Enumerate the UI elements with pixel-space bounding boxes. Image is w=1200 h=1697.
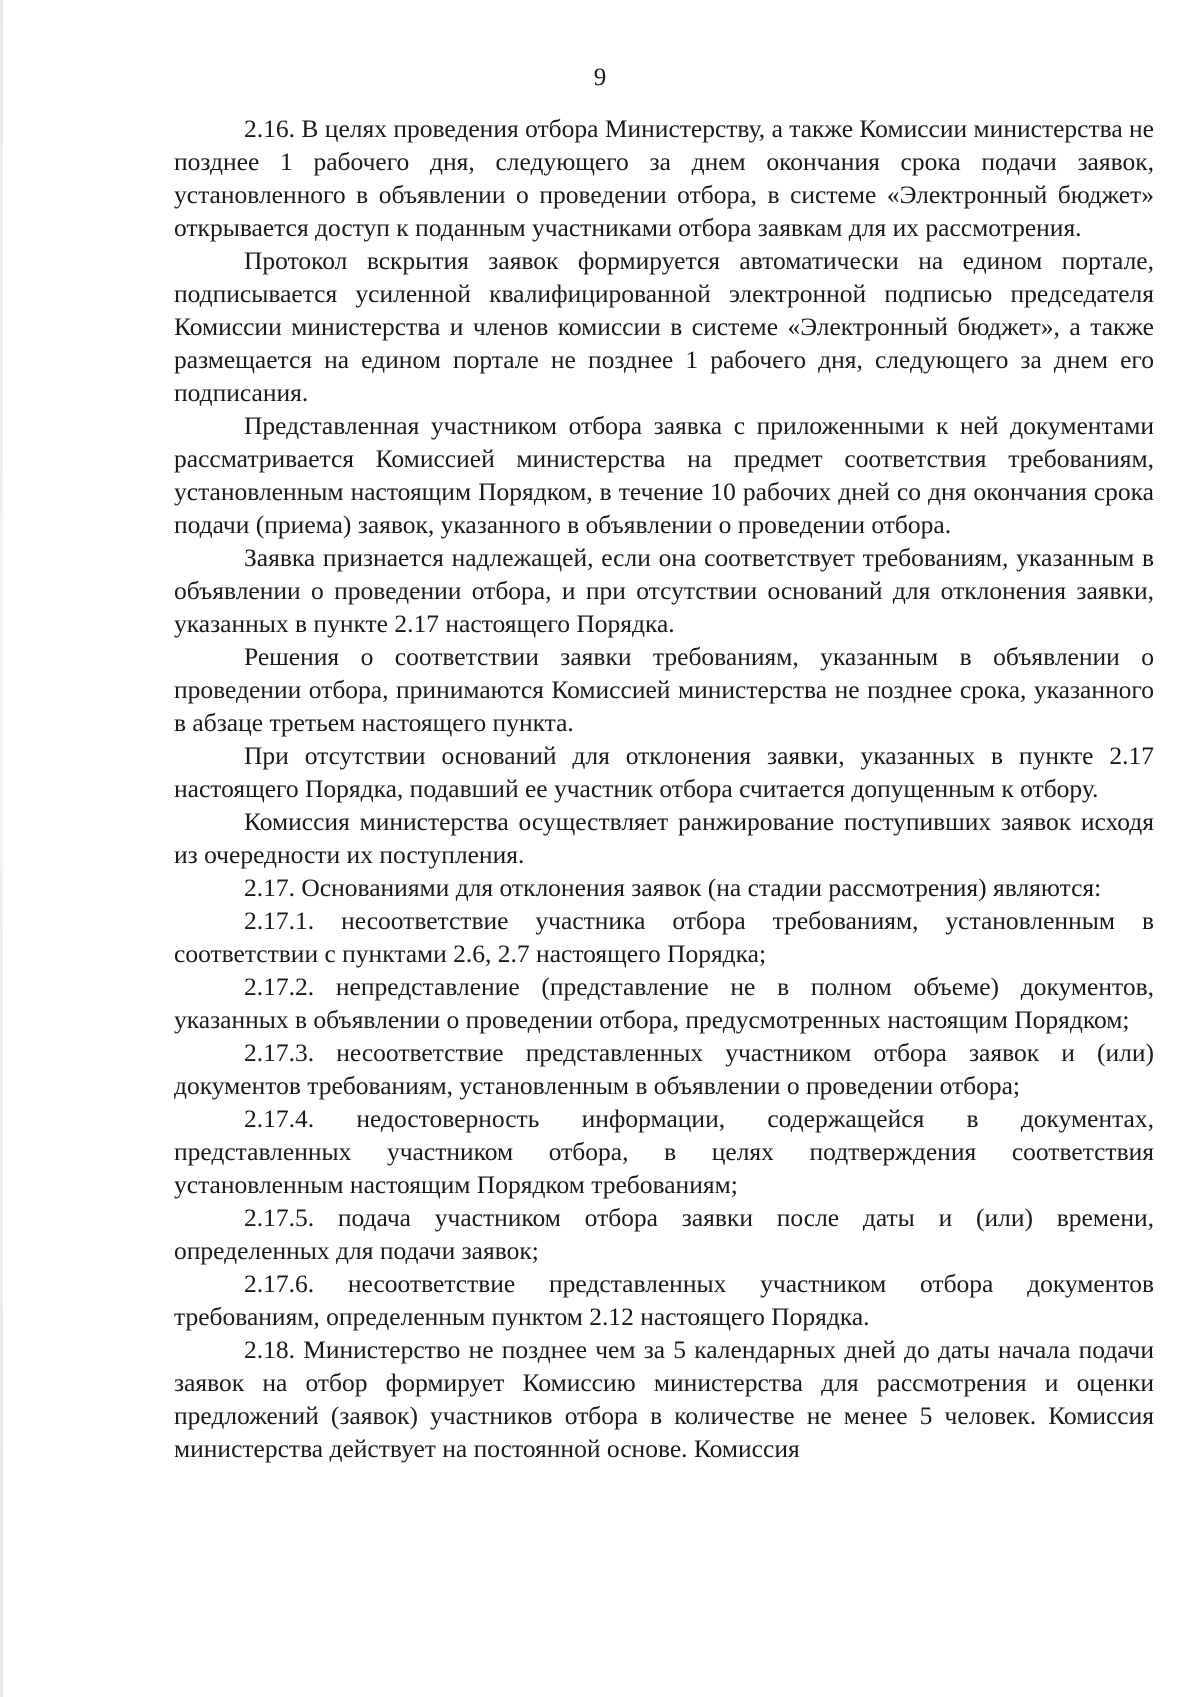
paragraph-review: Представленная участником отбора заявка с приложенными к ней документами рассматривается Комиссией министерства на предмет соответствия требованиям, установленным настоящим Порядком, в течение 10 рабочих дней со дня окончания срока подачи (приема) заявок, указанного в объявлении о проведении отбора.: [174, 411, 1154, 539]
paragraph-2-17-6: 2.17.6. несоответствие представленных участником отбора документов требованиям, определенным пунктом 2.12 настоящего Порядка.: [174, 1269, 1154, 1331]
paragraph-proper-application: Заявка признается надлежащей, если она соответствует требованиям, указанным в объявлении о проведении отбора, и при отсутствии оснований для отклонения заявки, указанных в пункте 2.17 настоящего Порядка.: [174, 543, 1154, 638]
paragraph-admission: При отсутствии оснований для отклонения заявки, указанных в пункте 2.17 настоящего Порядка, подавший ее участник отбора считается допущенным к отбору.: [174, 741, 1154, 803]
document-body: [174, 112, 1154, 1465]
paragraph-2-16: 2.16. В целях проведения отбора Министерству, а также Комиссии министерства не позднее 1 рабочего дня, следующего за днем окончания срока подачи заявок, установленного в объявлении о проведении отбора, в системе «Электронный бюджет» открывается доступ к поданным участниками отбора заявкам для их рассмотрения.: [174, 114, 1154, 242]
page-number: 9: [593, 64, 607, 91]
scan-edge: [0, 0, 3, 1697]
paragraph-2-18: 2.18. Министерство не позднее чем за 5 календарных дней до даты начала подачи заявок на отбор формирует Комиссию министерства для рассмотрения и оценки предложений (заявок) участников отбора в количестве не менее 5 человек. Комиссия министерства действует на постоянной основе. Комиссия: [174, 1335, 1154, 1463]
paragraph-2-17-5: 2.17.5. подача участником отбора заявки после даты и (или) времени, определенных для подачи заявок;: [174, 1203, 1154, 1265]
paragraph-decisions: Решения о соответствии заявки требованиям, указанным в объявлении о проведении отбора, принимаются Комиссией министерства не позднее срока, указанного в абзаце третьем настоящего пункта.: [174, 642, 1154, 737]
paragraph-2-17-4: 2.17.4. недостоверность информации, содержащейся в документах, представленных участником отбора, в целях подтверждения соответствия установленным настоящим Порядком требованиям;: [174, 1104, 1154, 1199]
paragraph-2-17-3: 2.17.3. несоответствие представленных участником отбора заявок и (или) документов требованиям, установленным в объявлении о проведении отбора;: [174, 1038, 1154, 1100]
paragraph-protocol: Протокол вскрытия заявок формируется автоматически на едином портале, подписывается усиленной квалифицированной электронной подписью председателя Комиссии министерства и членов комиссии в системе «Электронный бюджет», а также размещается на едином портале не позднее 1 рабочего дня, следующего за днем его подписания.: [174, 246, 1154, 407]
paragraph-2-17: 2.17. Основаниями для отклонения заявок (на стадии рассмотрения) являются:: [244, 873, 1102, 902]
paragraph-2-17-1: 2.17.1. несоответствие участника отбора требованиям, установленным в соответствии с пунктами 2.6, 2.7 настоящего Порядка;: [174, 906, 1154, 968]
paragraph-ranking: Комиссия министерства осуществляет ранжирование поступивших заявок исходя из очередности их поступления.: [174, 807, 1154, 869]
paragraph-2-17-2: 2.17.2. непредставление (представление не в полном объеме) документов, указанных в объявлении о проведении отбора, предусмотренных настоящим Порядком;: [174, 972, 1154, 1034]
